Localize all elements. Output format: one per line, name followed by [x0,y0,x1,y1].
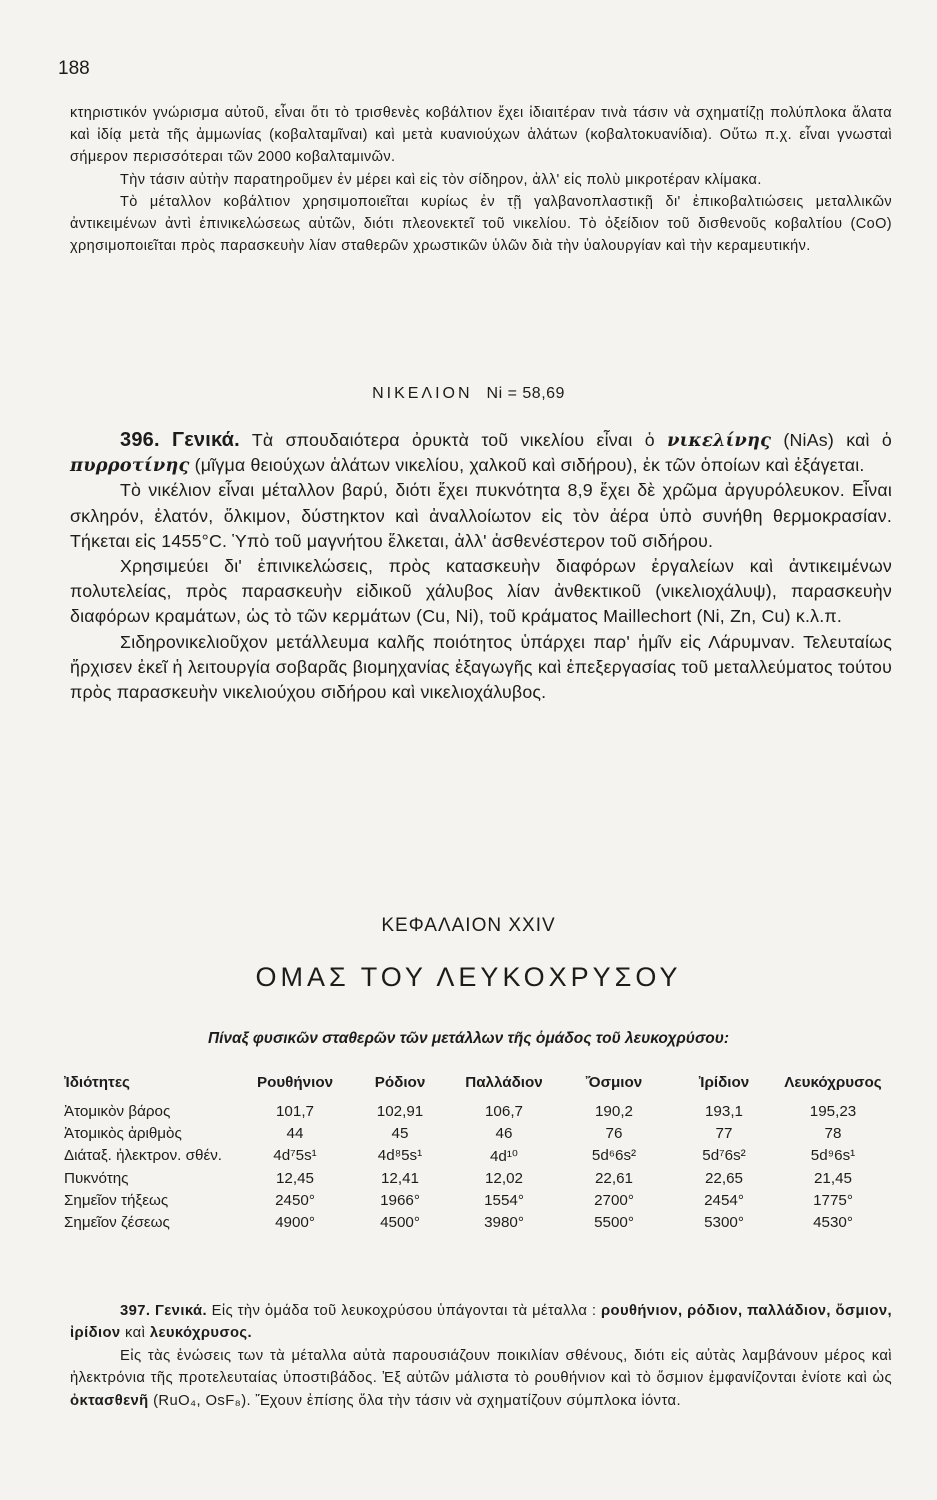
chapter-label: ΚΕΦΑΛΑΙΟΝ XXIV [381,915,556,936]
paragraph: Σιδηρονικελιοῦχον μετάλλευμα καλῆς ποιότητος ὑπάρχει παρ' ἡμῖν εἰς Λάρυμναν. Τελευταίως ἤρχισεν ἐκεῖ ἡ λειτουργία σοβαρᾶς βιομηχανίας ἐξαγωγῆς καὶ ἐπεξεργασίας τοῦ μεταλλεύματος τούτου πρὸς παρασκευὴν νικελιούχου σιδήρου καὶ νικελιοχάλυβος. [70,631,892,703]
table-cell: 101,7 [275,1102,314,1120]
table-cell: 12,45 [275,1169,314,1187]
row-label: Ἀτομικὸς ἀριθμὸς [64,1124,182,1142]
table-cell: 4530° [813,1214,853,1232]
cobalt-text [70,102,892,257]
section-number: 396. [120,429,160,451]
table-cell: 45 [391,1124,409,1142]
table-row [64,1145,888,1167]
table-cell: 3980° [484,1214,524,1232]
emphasis: ὀκτασθενῆ [70,1392,149,1409]
section-title: Γενικά. [154,1303,207,1319]
row-label: Ἀτομικὸν βάρος [64,1102,171,1120]
paragraph [70,1300,892,1345]
column-header: Ρόδιον [374,1073,426,1091]
table-cell: 2454° [704,1191,744,1209]
table-cell: 77 [715,1124,733,1142]
table-cell: 76 [605,1124,623,1142]
properties-table [64,1072,888,1234]
paragraph: Τὸ μέταλλον κοβάλτιον χρησιμοποιεῖται κυρίως ἐν τῇ γαλβανοπλαστικῇ δι' ἐπικοβαλτιώσεις μεταλλικῶν ἀντικειμένων ἀντὶ ἐπινικελώσεως αὐτῶν, διότι πλεονεκτεῖ τοῦ νικελίου. Τὸ ὀξείδιον τοῦ δισθενοῦς κοβαλτίου (CoO) χρησιμοποιεῖται πρὸς παρασκευὴν λίαν σταθερῶν χρωστικῶν ὑλῶν διὰ τὴν ὑαλουργίαν καὶ τὴν κεραμευτικήν. [70,193,892,255]
table-cell: 5d⁷6s² [702,1147,746,1165]
text-run: Τὰ σπουδαιότερα ὀρυκτὰ τοῦ νικελίου εἶναι ὁ [251,430,655,450]
section-heading-nickel [0,385,937,403]
text-run: (NiAs) καὶ ὁ [783,430,893,450]
paragraph [70,1345,892,1412]
text-run: (μῖγμα θειούχων ἁλάτων νικελίου, χαλκοῦ καὶ σιδήρου), ἐκ τῶν ὁποίων καὶ ἐξάγεται. [194,455,865,476]
table-cell: 4d⁷5s¹ [273,1147,317,1165]
row-label: Σημεῖον τήξεως [64,1191,169,1209]
column-header: Παλλάδιον [465,1073,543,1091]
table-cell: 102,91 [376,1102,424,1120]
row-label: Διάταξ. ἠλεκτρον. σθέν. [64,1147,223,1165]
table-cell: 5d⁶6s² [591,1147,637,1165]
table-cell: 12,02 [484,1169,523,1187]
paragraph [70,428,892,478]
table-cell: 4900° [275,1214,315,1232]
text-run: Εἰς τὰς ἑνώσεις των τὰ μέταλλα αὐτὰ παρουσιάζουν ποικιλίαν σθένους, διότι εἰς αὐτὰς λαμβάνουν μέρος καὶ ἠλεκτρόνια τῆς προτελευταίας ὑποστιβάδος. Ἐξ αὐτῶν μάλιστα τὸ ρουθήνιον καὶ τὸ ὄσμιον ἐμφανίζονται ἐνίοτε καὶ ὡς [70,1347,892,1387]
table-cell: 78 [824,1124,842,1142]
metal-list: ρουθήνιον, ρόδιον, παλλάδιον, ὄσμιον, ἰρίδιον [70,1303,893,1342]
page-number: 188 [58,58,90,79]
column-header: Ἰδιότητες [64,1073,130,1091]
column-header: Ρουθήνιον [256,1073,334,1091]
table-cell: 5d⁹6s¹ [810,1147,856,1165]
table-row [64,1211,888,1233]
paragraph: κτηριστικόν γνώρισμα αὐτοῦ, εἶναι ὅτι τὸ τρισθενὲς κοβάλτιον ἔχει ἰδιαιτέραν τινὰ τάσιν νὰ σχηματίζῃ πολύπλοκα ἅλατα καὶ ἰδίᾳ μετὰ τῆς ἀμμωνίας (κοβαλταμῖναι) καὶ μετὰ κυανιούχων ἁλάτων (κοβαλτοκυανίδια). Οὕτω π.χ. εἶναι γνωσταὶ σήμερον περισσότεραι τῶν 2000 κοβαλταμινῶν. [70,105,892,166]
element-name: ΝΙΚΕΛΙΟΝ [372,385,473,402]
element-formula: Ni = 58,69 [486,385,565,402]
table-cell: 5500° [594,1214,634,1232]
column-header: Ἰρίδιον [698,1073,750,1091]
table-cell: 4500° [380,1214,420,1232]
table-row [64,1189,888,1211]
chapter-title: ΟΜΑΣ ΤΟΥ ΛΕΥΚΟΧΡΥΣΟΥ [255,962,682,992]
platinum-text [70,1300,892,1412]
text-run: (RuO₄, OsF₈). Ἔχουν ἐπίσης ὅλα τὴν τάσιν νὰ σχηματίζουν σύμπλοκα ἰόντα. [153,1392,681,1409]
section-number: 397. [120,1303,151,1319]
table-cell: 2700° [594,1191,634,1209]
column-header: Ὄσμιον [585,1073,643,1091]
table-cell: 1554° [484,1191,524,1209]
column-header: Λευκόχρυσος [784,1073,882,1091]
row-label: Πυκνότης [64,1169,129,1187]
table-row [64,1122,888,1144]
table-cell: 21,45 [813,1169,852,1187]
nickel-text [70,428,892,705]
table-cell: 5300° [704,1214,744,1232]
table-cell: 190,2 [594,1102,633,1120]
table-cell: 195,23 [809,1102,857,1120]
table-header-row [64,1072,888,1100]
paragraph: Χρησιμεύει δι' ἐπινικελώσεις, πρὸς κατασκευὴν διαφόρων ἐργαλείων καὶ ἀντικειμένων πολυτελείας, πρὸς παρασκευὴν εἰδικοῦ χάλυβος λίαν ἀνθεκτικοῦ (νικελιοχάλυψ), παρασκευὴν διαφόρων κραμάτων, ὡς τὸ τῶν κερμάτων (Cu, Ni), τοῦ κράματος Maillechort (Ni, Zn, Cu) κ.λ.π. [70,556,892,627]
table-cell: 12,41 [380,1169,419,1187]
table-cell: 2450° [275,1191,315,1209]
paragraph: Τὸ νικέλιον εἶναι μέταλλον βαρύ, διότι ἔχει πυκνότητα 8,9 ἔχει δὲ χρῶμα ἀργυρόλευκον. Εἶναι σκληρόν, ἐλατόν, ὅλκιμον, δύστηκτον καὶ ἀναλλοίωτον εἰς τὸν ἀέρα ὑπὸ συνήθη θερμοκρασίαν. Τήκεται εἰς 1455°C. Ὑπὸ τοῦ μαγνήτου ἕλκεται, ἀλλ' ἀσθενέστερον τοῦ σιδήρου. [70,480,892,551]
table-cell: 44 [286,1124,304,1142]
table-cell: 193,1 [704,1102,743,1120]
table-cell: 46 [495,1124,513,1142]
text-run: καὶ [125,1325,146,1342]
row-label: Σημεῖον ζέσεως [64,1214,170,1232]
table-caption: Πίναξ φυσικῶν σταθερῶν τῶν μετάλλων τῆς ὁμάδος τοῦ λευκοχρύσου: [207,1030,730,1047]
metal-name: λευκόχρυσος. [149,1325,253,1342]
section-title: Γενικά. [171,429,240,451]
mineral-name: πυρροτίνης [70,455,190,477]
table-row [64,1100,888,1122]
table-cell: 22,61 [594,1169,633,1187]
table-cell: 4d¹⁰ [489,1147,519,1165]
table-row [64,1167,888,1189]
text-run: Εἰς τὴν ὁμάδα τοῦ λευκοχρύσου ὑπάγονται τὰ μέταλλα : [211,1303,597,1319]
table-cell: 106,7 [484,1102,523,1120]
mineral-name: νικελίνης [667,430,772,451]
table-cell: 1966° [380,1191,420,1209]
table-cell: 4d⁸5s¹ [377,1147,423,1165]
table-cell: 1775° [813,1191,853,1209]
paragraph: Τὴν τάσιν αὐτὴν παρατηροῦμεν ἐν μέρει καὶ εἰς τὸν σίδηρον, ἀλλ' εἰς πολὺ μικροτέραν κλίμακα. [120,171,762,188]
table-cell: 22,65 [704,1169,743,1187]
